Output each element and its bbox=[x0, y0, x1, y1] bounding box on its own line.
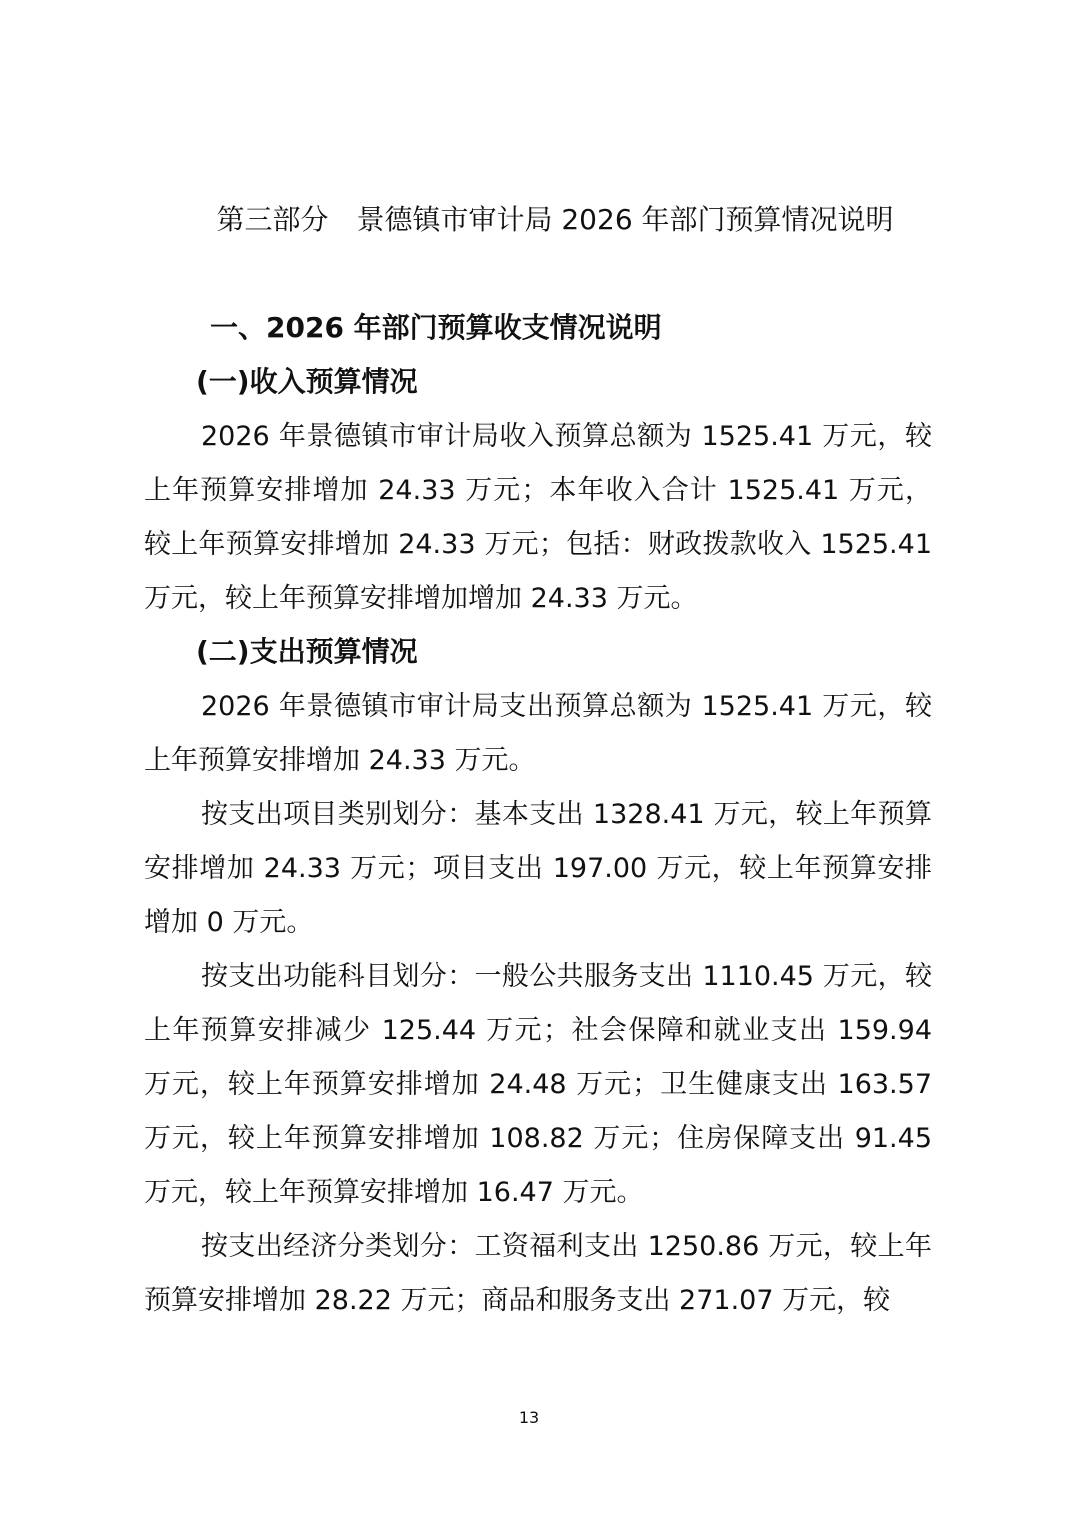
expense-by-function-paragraph: 按支出功能科目划分：一般公共服务支出 1110.45 万元，较上年预算安排减少 125.44 万元；社会保障和就业支出 159.94 万元，较上年预算安排增加 24.48 万元；卫生健康支出 163.57 万元，较上年预算安排增加 108.82 万元；住房保障支出 91.45 万元，较上年预算安排增加 16.47 万元。 bbox=[144, 961, 932, 1208]
expense-by-economic-paragraph: 按支出经济分类划分：工资福利支出 1250.86 万元，较上年预算安排增加 28.22 万元；商品和服务支出 271.07 万元，较 bbox=[144, 1231, 932, 1316]
subsection-heading-expense: (二)支出预算情况 bbox=[196, 635, 418, 668]
income-paragraph: 2026 年景德镇市审计局收入预算总额为 1525.41 万元，较上年预算安排增加 24.33 万元；本年收入合计 1525.41 万元，较上年预算安排增加 24.33 万元；包括：财政拨款收入 1525.41 万元，较上年预算安排增加增加 24.33 万元。 bbox=[144, 421, 932, 614]
page-number: 13 bbox=[518, 1408, 540, 1427]
subsection-heading-income: (一)收入预算情况 bbox=[196, 365, 418, 398]
section-heading: 一、2026 年部门预算收支情况说明 bbox=[210, 311, 662, 344]
expense-paragraph: 2026 年景德镇市审计局支出预算总额为 1525.41 万元，较上年预算安排增加 24.33 万元。 bbox=[144, 691, 932, 776]
page-title: 第三部分 景德镇市审计局 2026 年部门预算情况说明 bbox=[216, 203, 894, 236]
expense-by-project-paragraph: 按支出项目类别划分：基本支出 1328.41 万元，较上年预算安排增加 24.33 万元；项目支出 197.00 万元，较上年预算安排增加 0 万元。 bbox=[144, 799, 932, 938]
